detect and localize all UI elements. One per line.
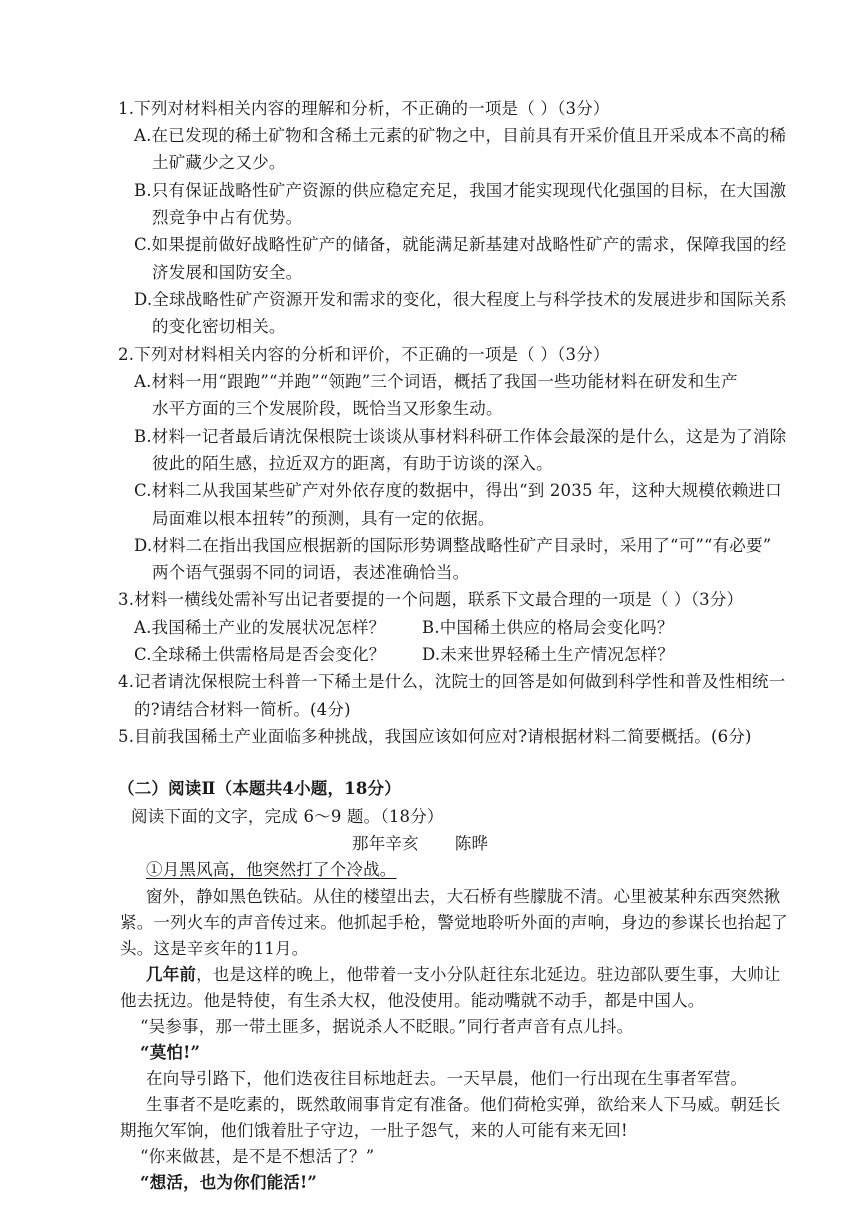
story-paragraph-1: ①月黑风高，他突然打了个冷战。 <box>146 860 397 879</box>
q1-option-a: A.在已发现的稀土矿物和含稀土元素的矿物之中，目前具有开采价值且开采成本不高的稀 <box>134 126 787 145</box>
story-paragraph-2: 窗外，静如黑色铁砧。从住的楼望出去，大石桥有些朦胧不清。心里被某种东西突然揪 <box>146 887 781 906</box>
q1-option-c: C.如果提前做好战略性矿产的储备，就能满足新基建对战略性矿产的需求，保障我国的经 <box>134 235 787 254</box>
q2-option-d-cont: 两个语气强弱不同的词语，表述准确恰当。 <box>152 563 470 582</box>
q2-option-b: B.材料一记者最后请沈保根院士谈谈从事材料科研工作体会最深的是什么，这是为了消除 <box>134 427 787 446</box>
story-paragraph-7: 生事者不是吃素的，既然敢闹事肯定有准备。他们荷枪实弹，欲给来人下马威。朝廷长 <box>146 1095 781 1114</box>
story-paragraph-3 <box>146 964 781 986</box>
q1-stem: 1.下列对材料相关内容的理解和分析，不正确的一项是（ ）（3分） <box>118 99 610 118</box>
q3-option-a: A.我国稀土产业的发展状况怎样？ <box>134 618 386 637</box>
q3-option-c: C.全球稀土供需格局是否会变化？ <box>134 645 386 664</box>
q1-option-a-cont: 土矿藏少之又少。 <box>152 153 286 172</box>
story-paragraph-2-cont2: 头。这是辛亥年的11月。 <box>120 939 309 958</box>
article-author: 陈晔 <box>454 834 489 853</box>
story-paragraph-7-cont: 期拖欠军饷，他们饿着肚子守边，一肚子怨气，来的人可能有来无回! <box>120 1121 628 1140</box>
q4-stem: 4.记者请沈保根院士科普一下稀土是什么，沈院士的回答是如何做到科学性和普及性相统一 <box>118 672 786 691</box>
q3-stem: 3.材料一横线处需补写出记者要提的一个问题，联系下文最合理的一项是（ ）（3分） <box>118 590 744 609</box>
q2-option-d: D.材料二在指出我国应根据新的国际形势调整战略性矿产目录时，采用了“可”“有必要” <box>134 536 772 555</box>
story-paragraph-3-text: ，也是这样的晚上，他带着一支小分队赶往东北延边。驻边部队要生事，大帅让 <box>196 965 781 984</box>
q1-option-b-cont: 烈竞争中占有优势。 <box>152 208 303 227</box>
q2-option-c: C.材料二从我国某些矿产对外依存度的数据中，得出“到 2035 年，这种大规模依赖进口 <box>134 481 782 500</box>
q2-option-a-cont: 水平方面的三个发展阶段，既恰当又形象生动。 <box>152 399 503 418</box>
article-title-line <box>352 833 488 855</box>
story-paragraph-4: “吴参事，那一带土匪多，据说杀人不眨眼。”同行者声音有点儿抖。 <box>140 1017 634 1036</box>
story-paragraph-2-cont: 紧。一列火车的声音传过来。他抓起手枪，警觉地聆听外面的声响，身边的参谋长也抬起了 <box>120 913 788 932</box>
article-title: 那年辛亥 <box>352 834 419 853</box>
q5-stem: 5.目前我国稀土产业面临多种挑战，我国应该如何应对?请根据材料二简要概括。(6分) <box>118 727 752 746</box>
story-paragraph-9: “想活，也为你们能活!” <box>140 1173 318 1192</box>
q2-option-c-cont: 局面难以根本扭转”的预测，具有一定的依据。 <box>152 509 495 528</box>
story-paragraph-3-cont: 他去抚边。他是特使，有生杀大权，他没使用。能动嘴就不动手，都是中国人。 <box>120 991 705 1010</box>
q2-option-b-cont: 彼此的陌生感，拉近双方的距离，有助于访谈的深入。 <box>152 454 553 473</box>
q3-option-d: D.未来世界轻稀土生产情况怎样？ <box>422 645 675 664</box>
story-paragraph-3-lead: 几年前 <box>146 965 197 984</box>
q3-option-b: B.中国稀土供应的格局会变化吗？ <box>422 618 674 637</box>
section-instruction: 阅读下面的文字，完成 6～9 题。（18分） <box>131 807 444 826</box>
q1-option-b: B.只有保证战略性矿产资源的供应稳定充足，我国才能实现现代化强国的目标，在大国激 <box>134 181 787 200</box>
q1-option-c-cont: 济发展和国防安全。 <box>152 263 303 282</box>
story-paragraph-5: “莫怕!” <box>140 1043 201 1062</box>
q1-option-d-cont: 的变化密切相关。 <box>152 317 286 336</box>
story-paragraph-6: 在向导引路下，他们迭夜往目标地赶去。一天早晨，他们一行出现在生事者军营。 <box>146 1069 748 1088</box>
story-paragraph-8: “你来做甚，是不是不想活了？” <box>140 1147 375 1166</box>
section-heading: （二）阅读Ⅱ（本题共4小题，18分） <box>118 779 401 798</box>
q4-stem-cont: 的?请结合材料一简析。(4分) <box>134 700 351 719</box>
q2-stem: 2.下列对材料相关内容的分析和评价，不正确的一项是（ ）（3分） <box>118 345 610 364</box>
q2-option-a: A.材料一用“跟跑”“并跑”“领跑”三个词语，概括了我国一些功能材料在研发和生产 <box>134 372 738 391</box>
q1-option-d: D.全球战略性矿产资源开发和需求的变化，很大程度上与科学技术的发展进步和国际关系 <box>134 290 787 309</box>
